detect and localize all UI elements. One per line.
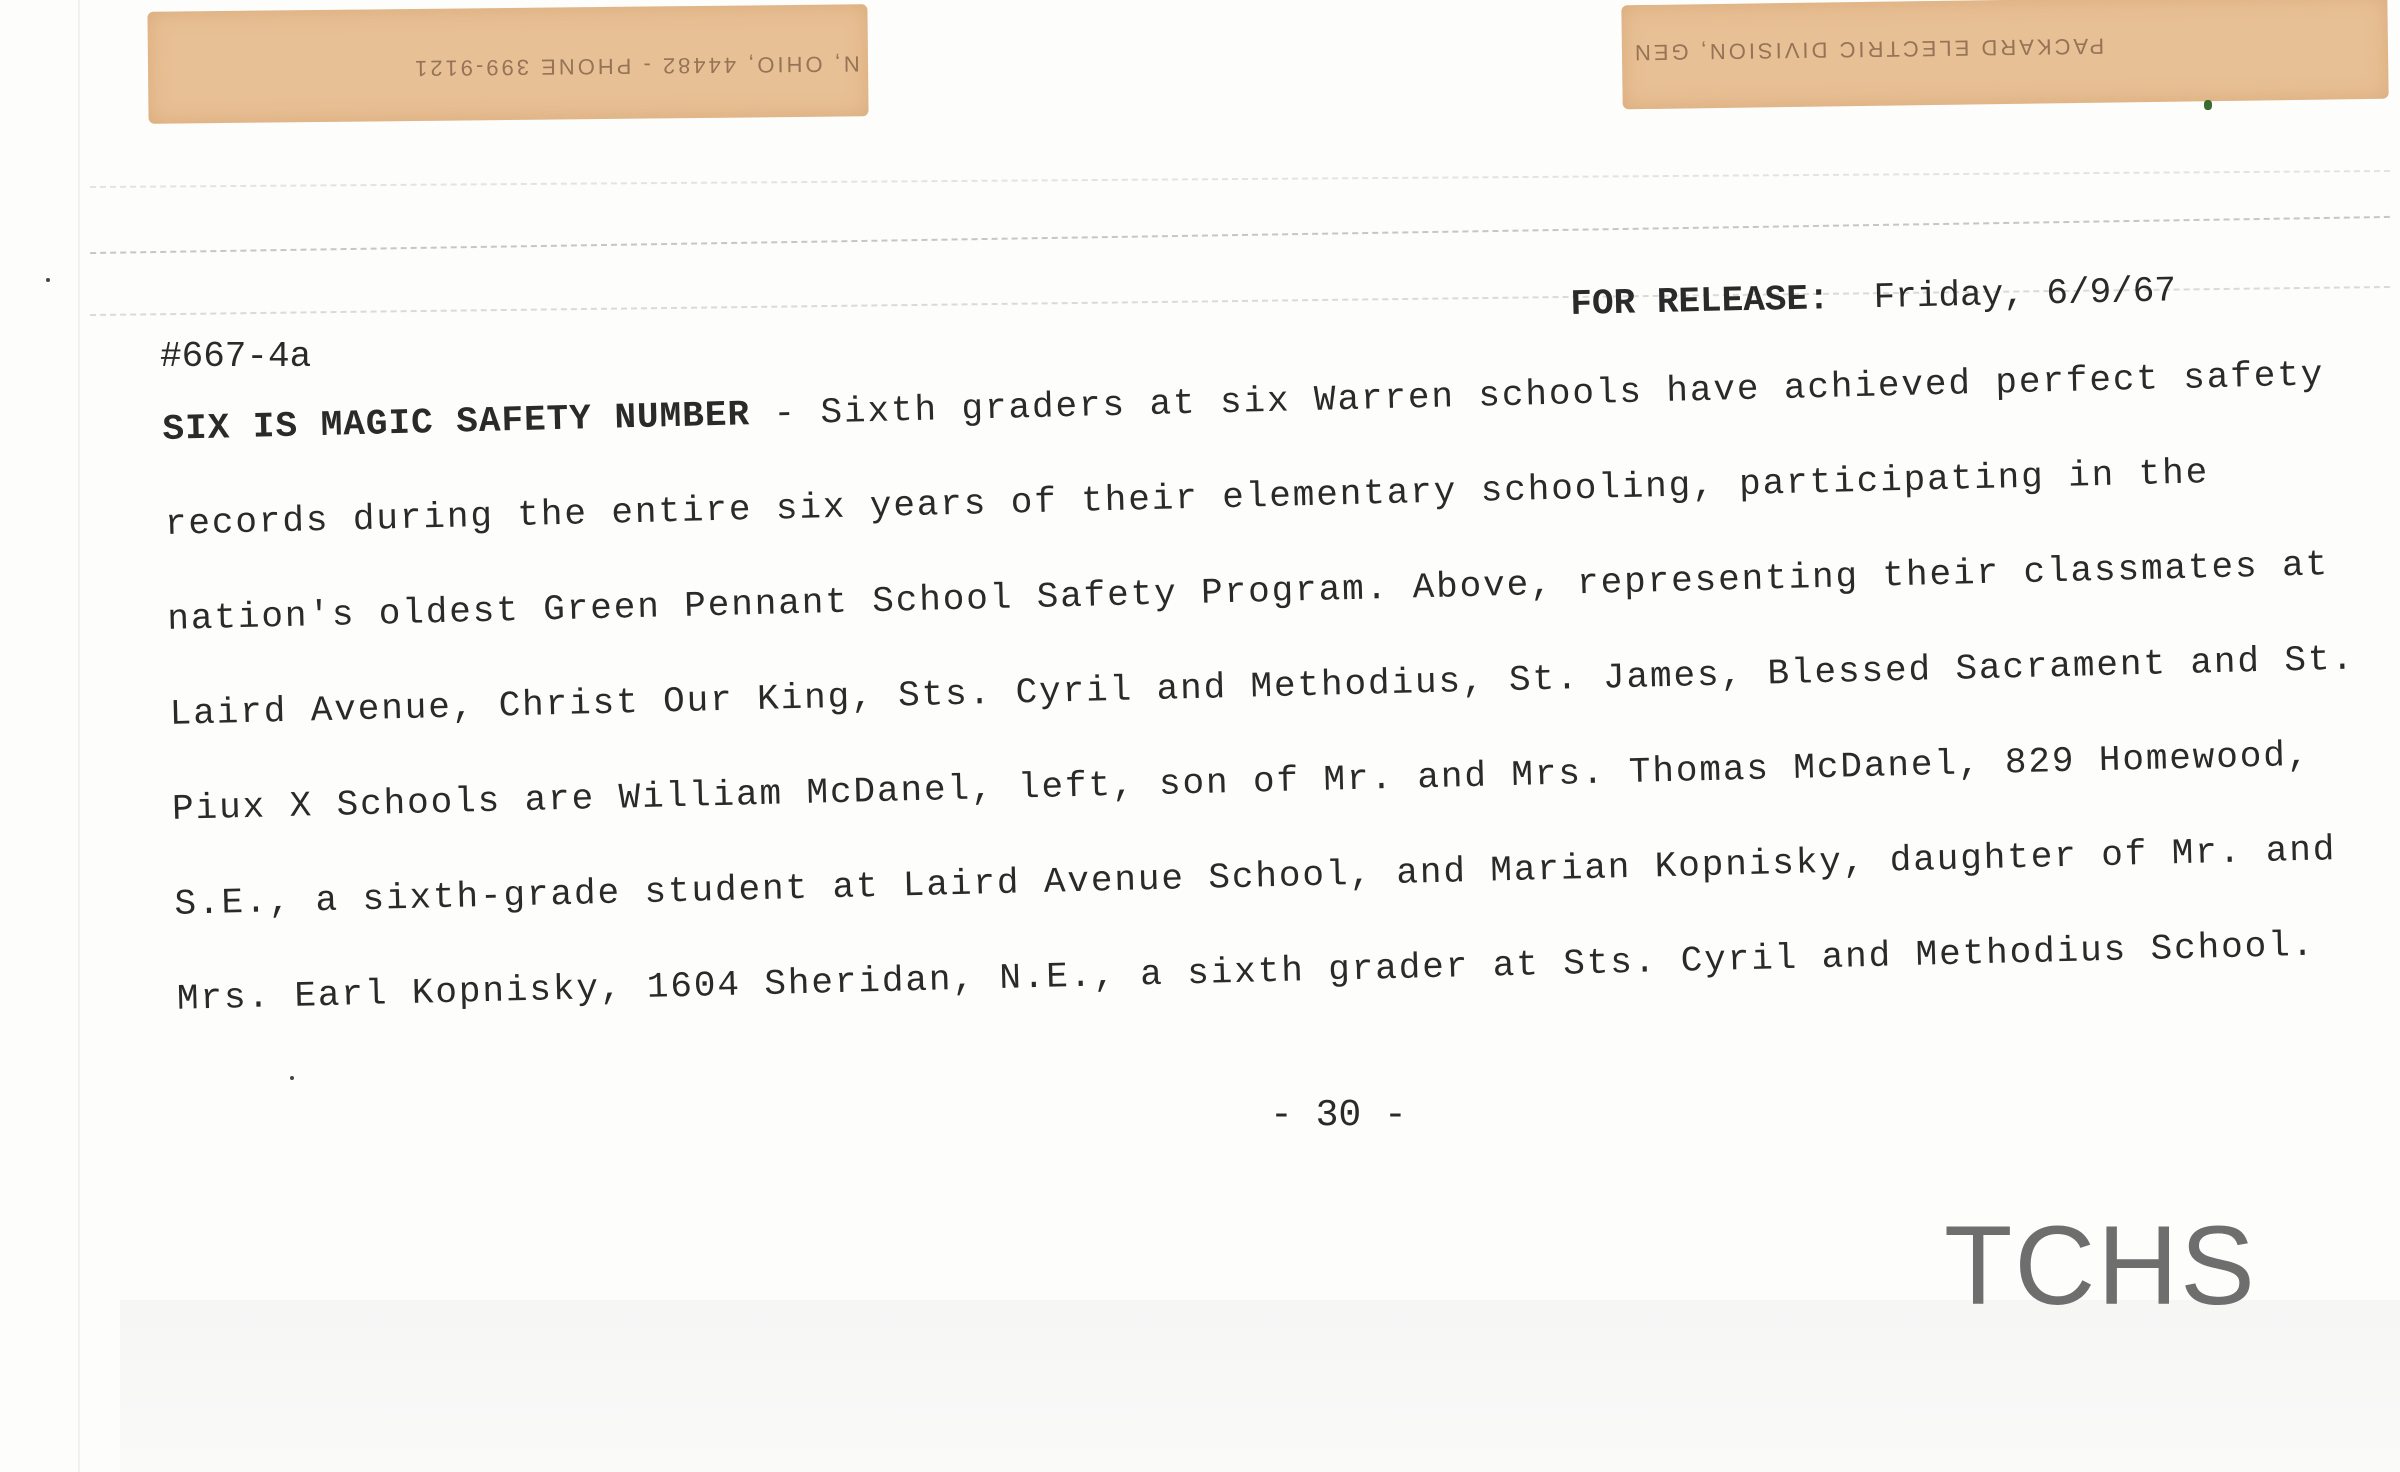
reference-number: #667-4a [160,336,312,377]
perforation-line [90,170,2390,188]
release-label: FOR RELEASE: [1570,278,1831,325]
article-line: Mrs. Earl Kopnisky, 1604 Sheridan, N.E., a sixth grader at Sts. Cyril and Methodius School. [176,924,2316,1020]
article-line: S.E., a sixth-grade student at Laird Avenue School, and Marian Kopnisky, daughter of Mr. and [174,829,2337,925]
article-line: Piux X Schools are William McDanel, left, son of Mr. and Mrs. Thomas McDanel, 829 Homewood, [171,734,2311,830]
masking-tape-right [1621,0,2388,109]
dust-speck [290,1076,294,1080]
release-line [1570,270,2176,325]
page-edge-shadow [78,0,80,1472]
article-line: records during the entire six years of their elementary schooling, participating in the [164,452,2210,545]
archive-watermark: TCHS [1944,1203,2257,1328]
dust-speck [46,278,50,282]
release-date: Friday, 6/9/67 [1873,270,2177,319]
article-headline: SIX IS MAGIC SAFETY NUMBER [162,394,751,450]
article-line: nation's oldest Green Pennant School Safety Program. Above, representing their classmates at [166,544,2330,640]
article-body [162,353,2358,1073]
article-line: Laird Avenue, Christ Our King, Sts. Cyril and Methodius, St. James, Blessed Sacrament and St. [169,638,2356,735]
perforation-line [90,216,2390,254]
dust-speck [2204,100,2212,110]
masking-tape-left [147,4,868,124]
tape-left-text: N, OHIO, 44482 - PHONE 399-9121 [412,51,861,82]
tape-right-text: PACKARD ELECTRIC DIVISION, GEN [1631,33,2105,66]
page-number: - 30 - [1270,1094,1407,1137]
article-line-1: - Sixth graders at six Warren schools have achieved perfect safety [749,354,2325,436]
